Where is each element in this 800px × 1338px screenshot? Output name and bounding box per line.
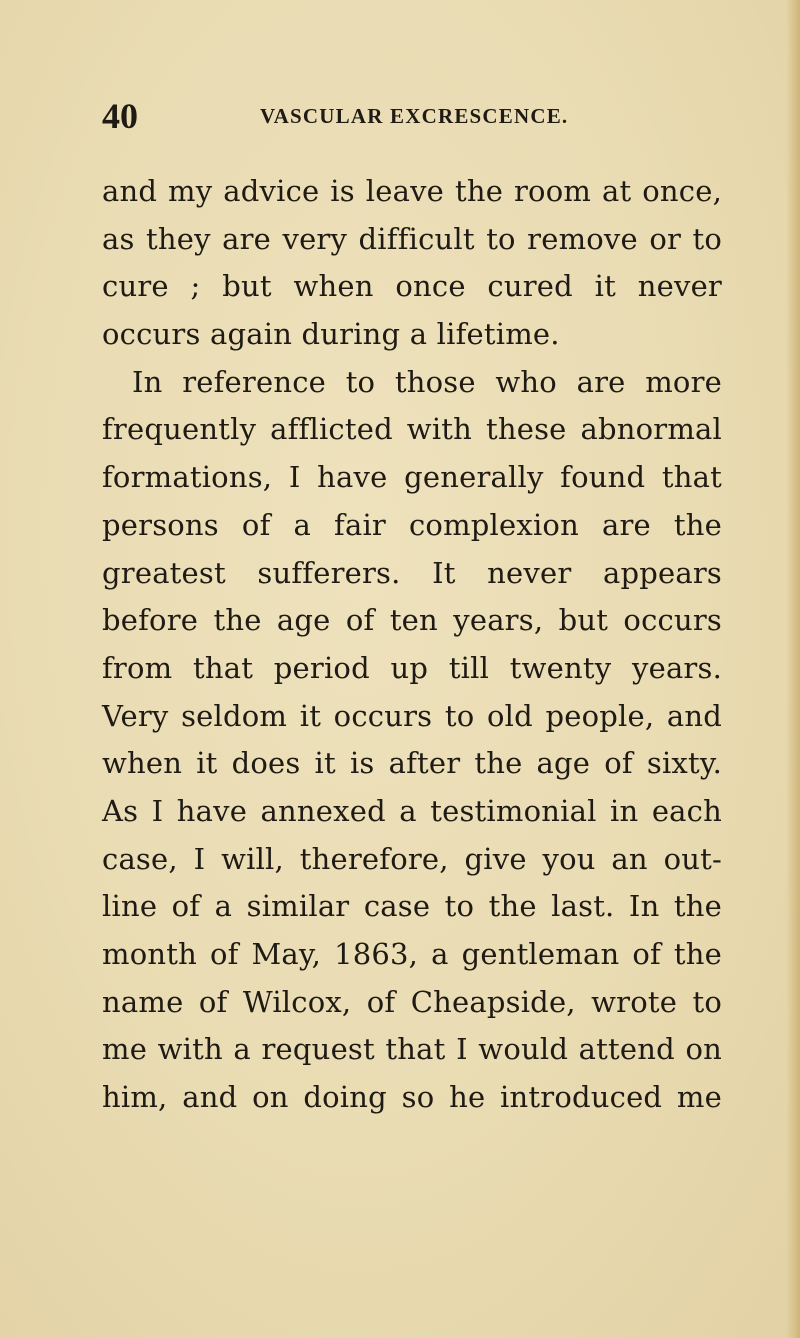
body-text [102, 168, 722, 1122]
text-line: and my advice is leave the room at once, [102, 174, 722, 208]
text-line: occurs again during a lifetime. [102, 317, 560, 352]
text-line: me with a request that I would attend on [102, 1032, 722, 1067]
text-line: Very seldom it occurs to old people, and [102, 698, 722, 733]
page-number: 40 [102, 96, 138, 136]
running-head: VASCULAR EXCRESCENCE. [260, 104, 569, 128]
text-line: before the age of ten years, but occurs [102, 603, 722, 638]
text-line: cure ; but when once cured it never [102, 269, 722, 304]
page-header [102, 96, 732, 136]
text-line: In reference to those who are more [132, 364, 722, 399]
text-line: persons of a fair complexion are the [102, 507, 722, 542]
text-line: formations, I have generally found that [102, 460, 722, 495]
text-line: when it does it is after the age of sixty. [102, 746, 722, 781]
text-line: as they are very difficult to remove or to [102, 221, 722, 256]
text-line: greatest sufferers. It never appears [102, 555, 722, 590]
text-line: month of May, 1863, a gentleman of the [102, 937, 722, 971]
text-line: name of Wilcox, of Cheapside, wrote to [102, 984, 722, 1019]
text-line: him, and on doing so he introduced me [102, 1080, 722, 1115]
text-line: As I have annexed a testimonial in each [102, 793, 722, 828]
text-line: from that period up till twenty years. [102, 650, 722, 685]
text-line: frequently afflicted with these abnormal [102, 412, 722, 447]
text-line: line of a similar case to the last. In the [102, 889, 722, 924]
text-line: case, I will, therefore, give you an out- [102, 841, 722, 876]
page-edge-shadow [786, 0, 800, 1338]
